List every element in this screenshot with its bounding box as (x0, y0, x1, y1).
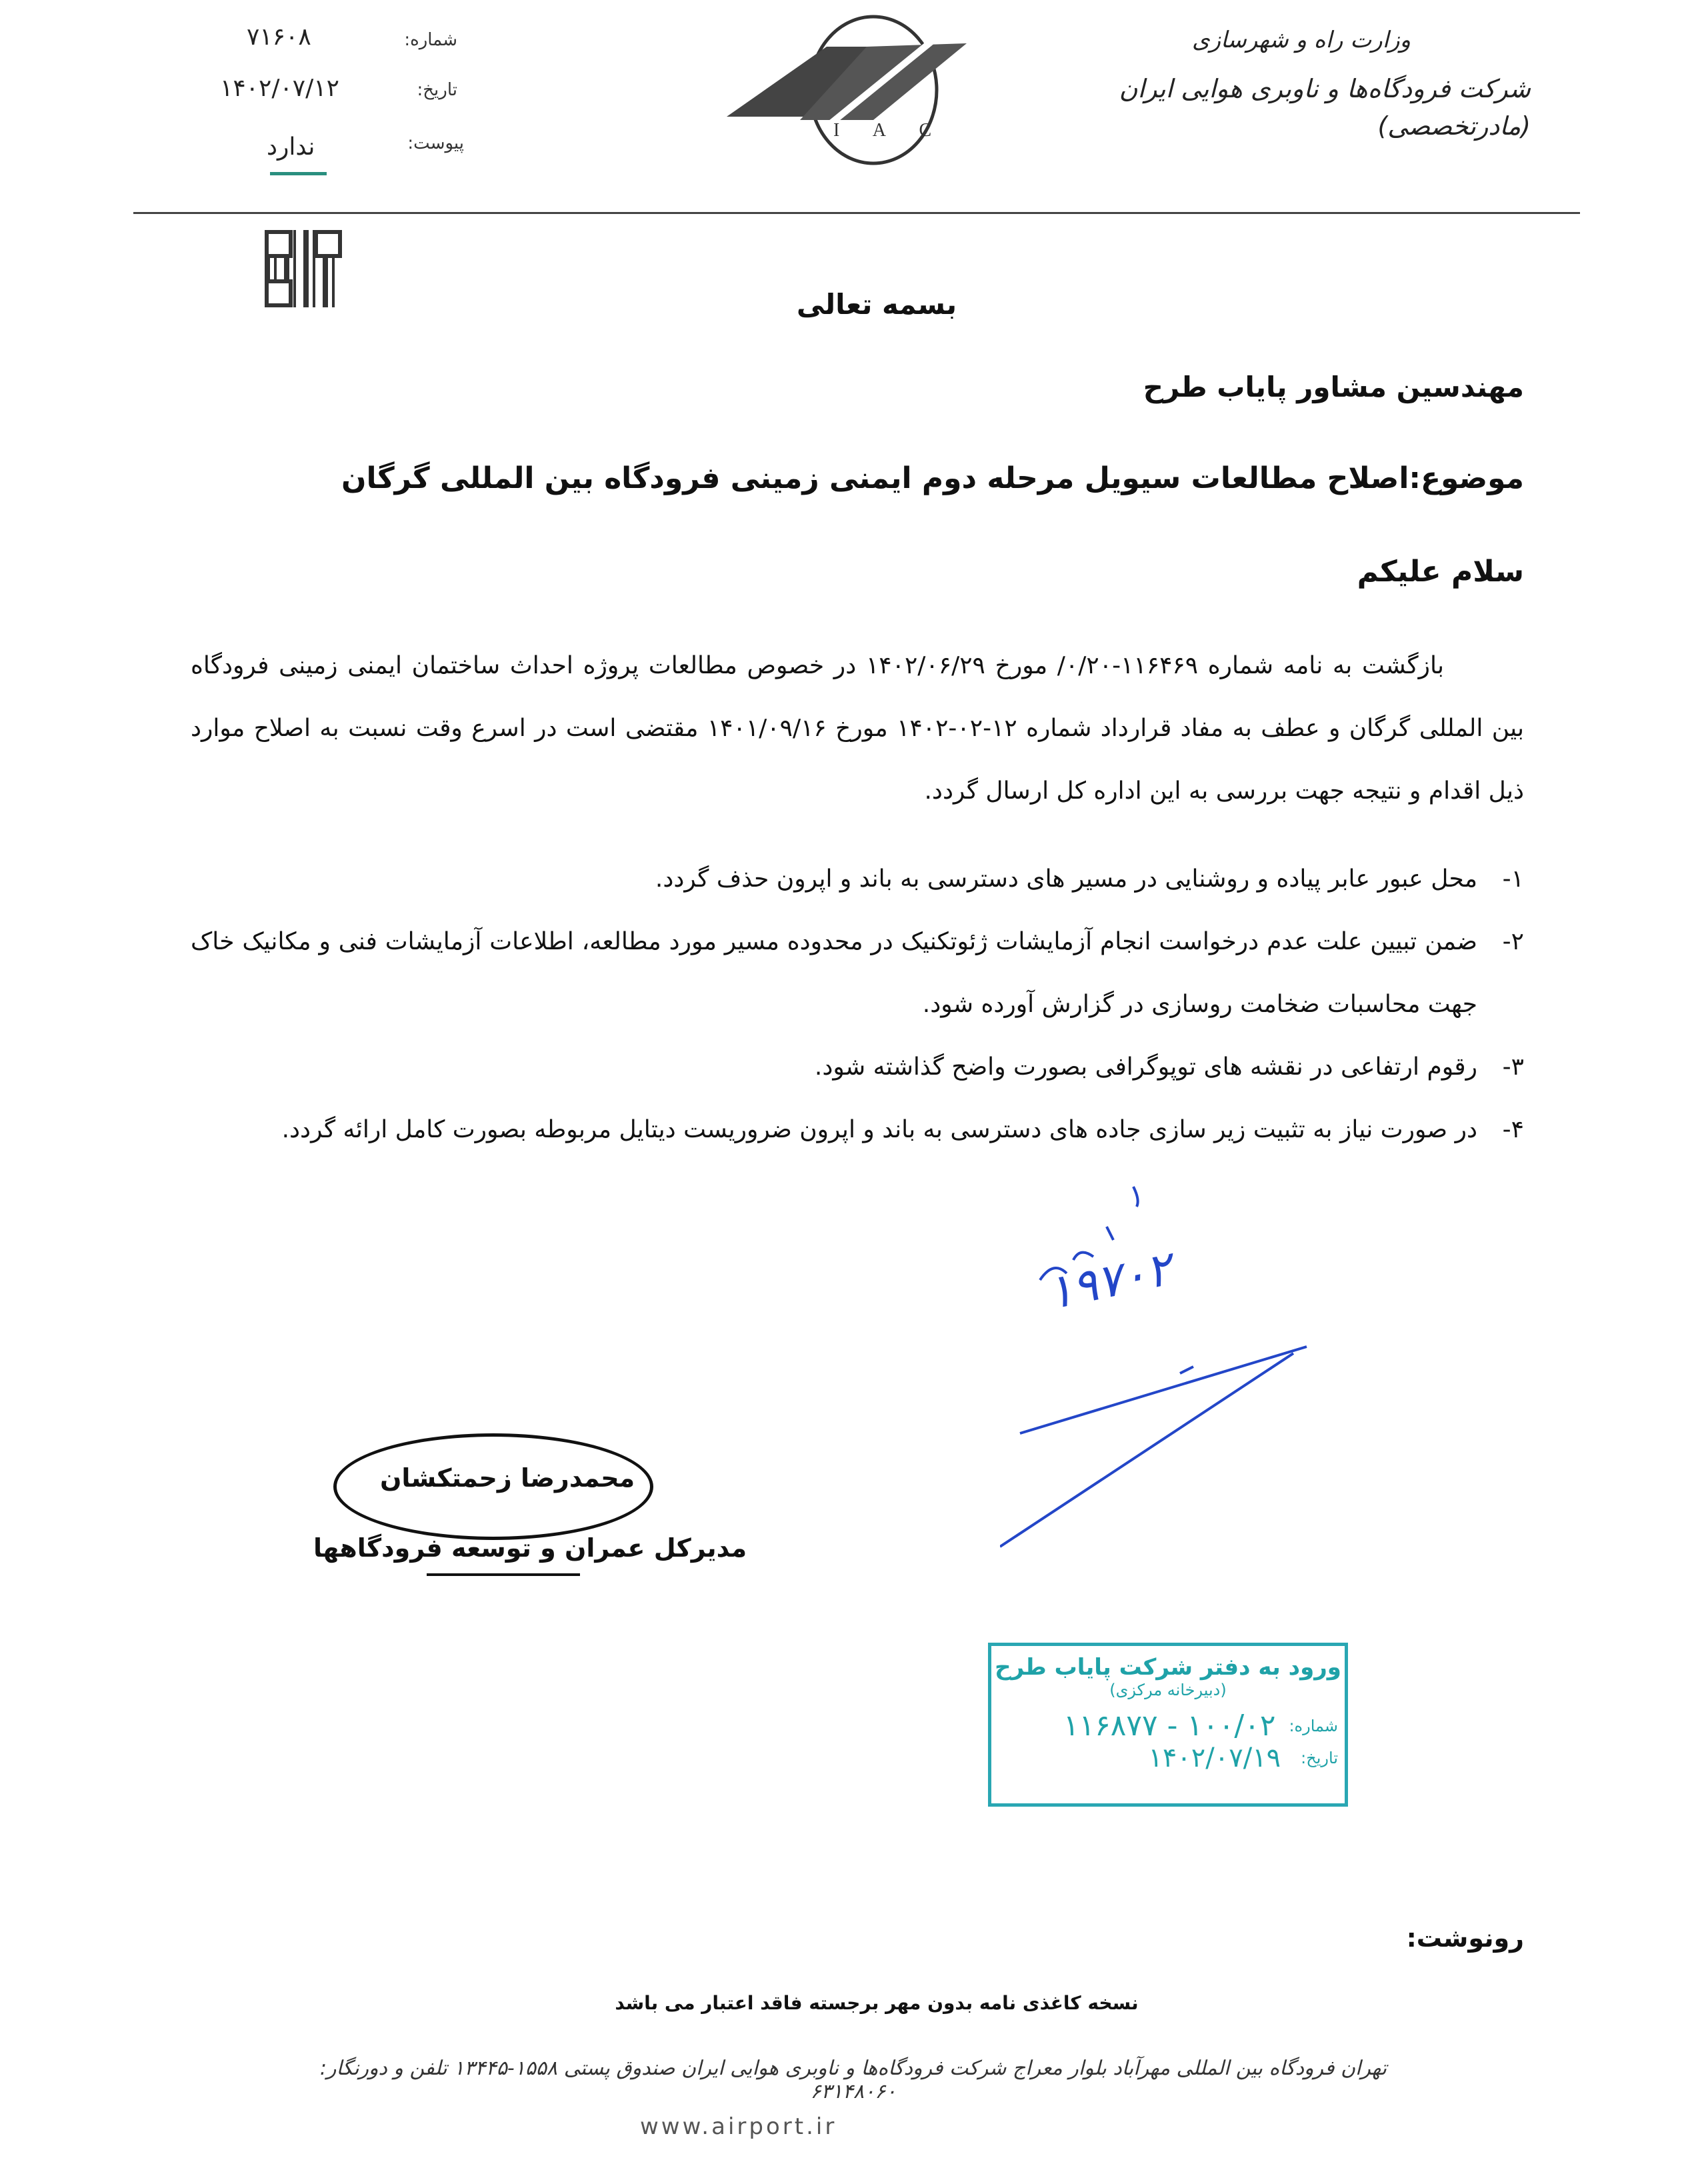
stamp-number-label: شماره: (1289, 1716, 1338, 1735)
signer-title: مدیرکل عمران و توسعه فرودگاهها (313, 1533, 747, 1563)
attachment-value: ندارد (267, 133, 315, 161)
stamp-title: ورود به دفتر شرکت پایاب طرح (995, 1654, 1341, 1681)
item-text: محل عبور عابر پیاده و روشنایی در مسیر های دسترسی به باند و اپرون حذف گردد. (655, 865, 1477, 893)
subject: موضوع:اصلاح مطالعات سیویل مرحله دوم ایمنی زمینی فرودگاه بین المللی گرگان (341, 461, 1524, 495)
list-item (191, 911, 1524, 1036)
bismillah: بسمه تعالی (796, 288, 957, 321)
date-value: ۱۴۰۲/۰۷/۱۲ (220, 75, 339, 102)
item-text: ضمن تبیین علت عدم درخواست انجام آزمایشات ژئوتکنیک در محدوده مسیر مورد مطالعه، اطلاعات آزمایشات فنی و مکانیک خاک جهت محاسبات ضخامت روسازی در گزارش آورده شود. (191, 928, 1477, 1018)
iac-logo (713, 7, 993, 167)
item-number: ۳- (1502, 1053, 1524, 1081)
signature-underline (427, 1573, 580, 1576)
item-text: در صورت نیاز به تثبیت زیر سازی جاده های دسترسی به باند و اپرون ضروریست دیتایل مربوطه بصورت کامل ارائه گردد. (281, 1116, 1477, 1143)
item-number: ۱- (1502, 865, 1524, 893)
handwritten-annotation (1000, 1173, 1333, 1560)
footer-notice: نسخه کاغذی نامه بدون مهر برجسته فاقد اعتبار می باشد (615, 1992, 1139, 2014)
list-item (191, 1036, 1524, 1099)
received-stamp (988, 1643, 1348, 1807)
cc-label: رونوشت: (1406, 1923, 1524, 1953)
number-label: شماره: (404, 30, 457, 50)
items-list (191, 848, 1524, 1161)
footer-address: تهران فرودگاه بین المللی مهرآباد بلوار معراج شرکت فرودگاه‌ها و ناوبری هوایی ایران صندوق پستی ۱۵۵۸-۱۳۴۴۵ تلفن و دورنگار: ۶۳۱۴۸۰۶۰ (319, 2057, 1387, 2103)
list-item (191, 848, 1524, 911)
item-number: ۴- (1502, 1116, 1524, 1143)
date-label: تاریخ: (417, 80, 457, 100)
number-value: ۷۱۶۰۸ (247, 23, 311, 51)
stamp-subtitle: (دبیرخانه مرکزی) (1109, 1681, 1227, 1699)
attachment-underline (270, 172, 327, 175)
body-paragraph: بازگشت به نامه شماره ۱۱۶۴۶۹-۰/۲۰/ مورخ ۱۴۰۲/۰۶/۲۹ در خصوص مطالعات پروژه احداث ساختمان ایمنی زمینی فرودگاه بین المللی گرگان و عطف به مفاد قرارداد شماره ۱۲-۰۲-۱۴۰۲ مورخ ۱۴۰۱/۰۹/۱۶ مقتضی است در اسرع وقت نسبت به اصلاح موارد ذیل اقدام و نتیجه جهت بررسی به این اداره کل ارسال گردد. (191, 652, 1525, 805)
stamp-date-value: ۱۴۰۲/۰۷/۱۹ (1148, 1743, 1281, 1773)
qr-code (265, 230, 342, 307)
stamp-number-value: ۱۱۶۸۷۷ - ۱۰۰/۰۲ (1063, 1709, 1276, 1743)
logo-letters: I A C (833, 120, 947, 141)
handwritten-number: ۱۹۷۰۲ (1042, 1241, 1177, 1321)
recipient: مهندسین مشاور پایاب طرح (1143, 371, 1524, 403)
footer-website: www.airport.ir (640, 2113, 837, 2140)
stamp-date-label: تاریخ: (1301, 1749, 1338, 1767)
signer-name: محمدرضا زحمتکشان (380, 1463, 635, 1493)
attachment-label: پیوست: (407, 133, 464, 153)
ministry-name: وزارت راه و شهرسازی (1191, 27, 1411, 53)
item-number: ۲- (1502, 928, 1524, 955)
company-name: شرکت فرودگاه‌ها و ناوبری هوایی ایران (مادرتخصصی) (1119, 74, 1531, 141)
greeting: سلام علیکم (1357, 555, 1524, 589)
item-text: رقوم ارتفاعی در نقشه های توپوگرافی بصورت واضح گذاشته شود. (814, 1053, 1477, 1081)
list-item (191, 1099, 1524, 1161)
header-divider (133, 212, 1580, 214)
